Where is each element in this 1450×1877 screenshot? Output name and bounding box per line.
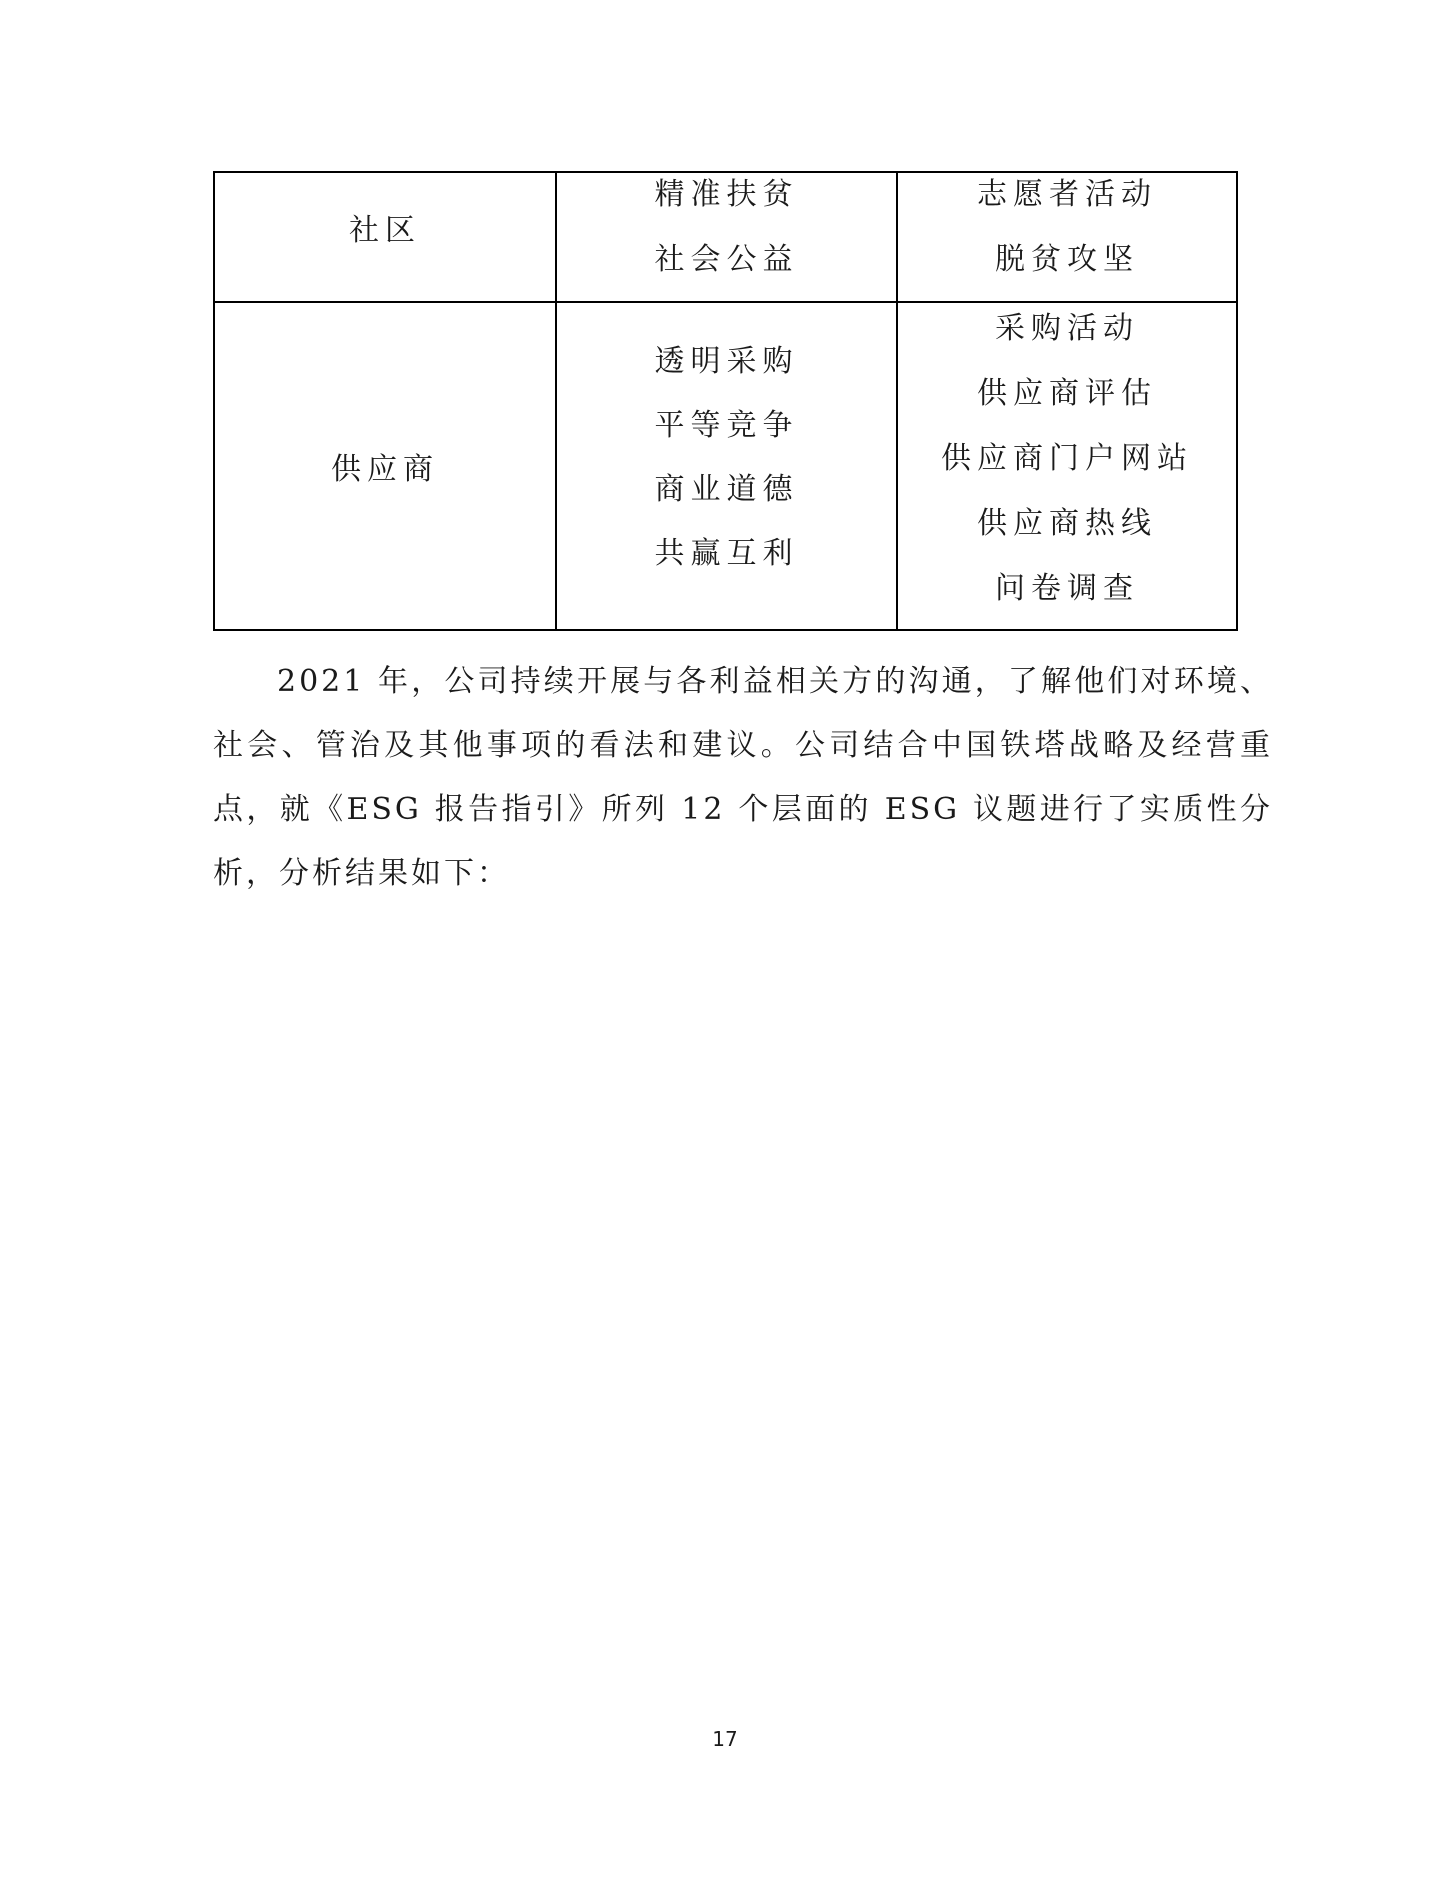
body-paragraph: 2021 年，公司持续开展与各利益相关方的沟通，了解他们对环境、社会、管治及其他事项的看法和建议。公司结合中国铁塔战略及经营重点，就《ESG 报告指引》所列 12 个层面的 ESG 议题进行了实质性分析，分析结果如下： <box>213 664 1273 891</box>
channels-cell <box>897 172 1237 302</box>
topic-item: 社会公益 <box>654 242 799 277</box>
channels-cell <box>897 302 1237 630</box>
channel-item: 采购活动 <box>995 310 1139 346</box>
channel-item: 供应商热线 <box>977 505 1157 541</box>
channel-item: 问卷调查 <box>995 570 1139 606</box>
stakeholder-communication-table <box>213 171 1238 631</box>
table-row <box>214 172 1237 302</box>
topic-item: 平等竞争 <box>654 408 799 443</box>
channel-item: 志愿者活动 <box>977 177 1157 212</box>
stakeholder-group-cell <box>214 172 556 302</box>
stakeholder-group-name: 供应商 <box>331 452 439 487</box>
table-row <box>214 302 1237 630</box>
channel-item: 供应商门户网站 <box>941 440 1193 476</box>
topic-item: 商业道德 <box>654 472 799 507</box>
page-number: 17 <box>712 1727 738 1751</box>
stakeholder-group-cell <box>214 302 556 630</box>
channel-item: 脱贫攻坚 <box>995 242 1139 277</box>
stakeholder-group-name: 社区 <box>349 213 421 248</box>
topic-item: 透明采购 <box>654 344 799 379</box>
topics-cell <box>556 172 897 302</box>
topic-item: 共赢互利 <box>654 536 799 571</box>
topic-item: 精准扶贫 <box>654 177 799 212</box>
channel-item: 供应商评估 <box>977 375 1157 411</box>
topics-cell <box>556 302 897 630</box>
